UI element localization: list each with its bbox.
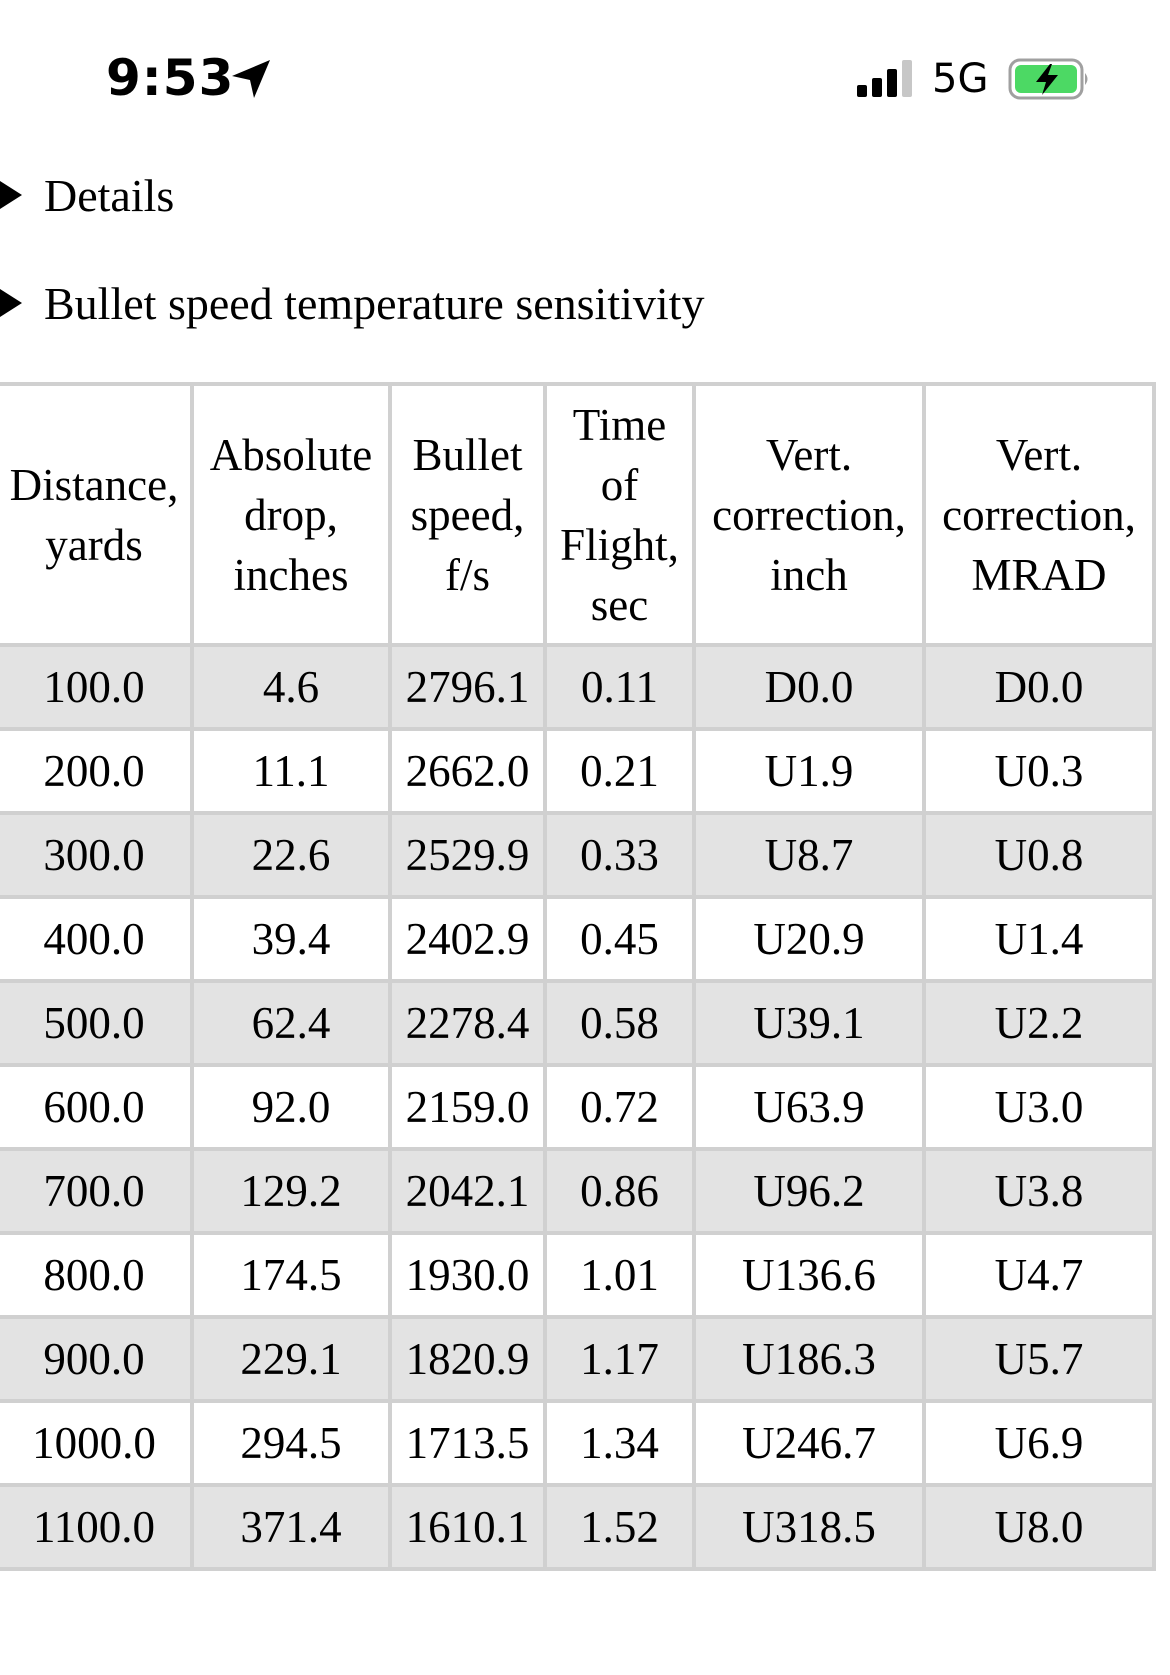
disclosure-triangle-icon: [0, 289, 22, 317]
network-type-label: 5G: [932, 56, 989, 102]
table-row: [0, 815, 1152, 895]
table-cell: 200.0: [0, 731, 190, 811]
location-arrow-icon: [228, 56, 274, 102]
table-cell: 4.6: [194, 647, 388, 727]
table-cell: 62.4: [194, 983, 388, 1063]
table-cell: 1.34: [547, 1403, 692, 1483]
table-cell: 0.58: [547, 983, 692, 1063]
column-header-line: Absolute: [209, 429, 373, 480]
status-time: 9:53: [106, 49, 235, 107]
column-header-line: MRAD: [971, 549, 1107, 600]
column-header-line: Vert.: [765, 429, 853, 480]
table-cell: U63.9: [696, 1067, 922, 1147]
table-cell: 0.11: [547, 647, 692, 727]
table-row: [0, 647, 1152, 727]
table-cell: 229.1: [194, 1319, 388, 1399]
column-header-line: inch: [770, 549, 848, 600]
table-cell: 371.4: [194, 1487, 388, 1567]
table-cell: 700.0: [0, 1151, 190, 1231]
table-cell: 0.72: [547, 1067, 692, 1147]
table-cell: 1.01: [547, 1235, 692, 1315]
column-header-line: correction,: [942, 489, 1136, 540]
column-header: [0, 386, 190, 643]
table-cell: U186.3: [696, 1319, 922, 1399]
table-cell: U3.0: [926, 1067, 1152, 1147]
table-cell: U39.1: [696, 983, 922, 1063]
table-cell: 2402.9: [392, 899, 543, 979]
column-header-line: Vert.: [995, 429, 1083, 480]
table-cell: 2529.9: [392, 815, 543, 895]
table-cell: 174.5: [194, 1235, 388, 1315]
table-row: [0, 1319, 1152, 1399]
table-cell: 1100.0: [0, 1487, 190, 1567]
table-cell: 129.2: [194, 1151, 388, 1231]
disclosure-triangle-icon: [0, 181, 22, 209]
table-body: [0, 647, 1152, 1567]
table-cell: 400.0: [0, 899, 190, 979]
table-cell: 1930.0: [392, 1235, 543, 1315]
table-row: [0, 1067, 1152, 1147]
temperature-sensitivity-disclosure[interactable]: [0, 273, 704, 333]
table-cell: 0.33: [547, 815, 692, 895]
table-cell: 300.0: [0, 815, 190, 895]
table-cell: U3.8: [926, 1151, 1152, 1231]
column-header-line: sec: [590, 579, 649, 630]
table-cell: U136.6: [696, 1235, 922, 1315]
table-cell: 2796.1: [392, 647, 543, 727]
table-cell: 2159.0: [392, 1067, 543, 1147]
column-header: [696, 386, 922, 643]
table-cell: 600.0: [0, 1067, 190, 1147]
table-cell: 2042.1: [392, 1151, 543, 1231]
table-cell: 294.5: [194, 1403, 388, 1483]
table-cell: 0.45: [547, 899, 692, 979]
battery-charging-icon: [1008, 58, 1092, 100]
table-row: [0, 1403, 1152, 1483]
table-row: [0, 1487, 1152, 1567]
table-cell: U8.7: [696, 815, 922, 895]
table-cell: 22.6: [194, 815, 388, 895]
table-row: [0, 1151, 1152, 1231]
table-cell: 39.4: [194, 899, 388, 979]
signal-bars-icon: [855, 58, 915, 98]
table-cell: 0.86: [547, 1151, 692, 1231]
table-cell: 1.52: [547, 1487, 692, 1567]
column-header-line: Bullet: [412, 429, 523, 480]
column-header-line: yards: [45, 519, 143, 570]
table-cell: U96.2: [696, 1151, 922, 1231]
table-cell: 800.0: [0, 1235, 190, 1315]
table-cell: 92.0: [194, 1067, 388, 1147]
table-cell: 500.0: [0, 983, 190, 1063]
table-row: [0, 1235, 1152, 1315]
table-cell: U4.7: [926, 1235, 1152, 1315]
table-cell: U0.8: [926, 815, 1152, 895]
table-cell: 900.0: [0, 1319, 190, 1399]
column-header: [392, 386, 543, 643]
table-cell: 0.21: [547, 731, 692, 811]
table-cell: 1713.5: [392, 1403, 543, 1483]
table-cell: U8.0: [926, 1487, 1152, 1567]
table-cell: U246.7: [696, 1403, 922, 1483]
column-header-line: Flight,: [560, 519, 679, 570]
table-cell: 1820.9: [392, 1319, 543, 1399]
column-header-line: of: [600, 459, 639, 510]
table-cell: 11.1: [194, 731, 388, 811]
column-header-line: correction,: [712, 489, 906, 540]
temperature-sensitivity-disclosure-label: Bullet speed temperature sensitivity: [44, 277, 705, 329]
table-header-row: [0, 386, 1152, 643]
column-header-line: drop,: [244, 489, 338, 540]
details-disclosure-label: Details: [44, 169, 175, 221]
details-disclosure[interactable]: [0, 165, 174, 225]
column-header-line: f/s: [445, 549, 490, 600]
table-cell: U318.5: [696, 1487, 922, 1567]
table-cell: 2278.4: [392, 983, 543, 1063]
table-cell: U20.9: [696, 899, 922, 979]
ballistics-table: [0, 382, 1156, 1571]
table-cell: U5.7: [926, 1319, 1152, 1399]
table-cell: 1610.1: [392, 1487, 543, 1567]
table-cell: D0.0: [926, 647, 1152, 727]
table-cell: U1.9: [696, 731, 922, 811]
status-bar: [0, 0, 1170, 150]
table-cell: U0.3: [926, 731, 1152, 811]
table-cell: 100.0: [0, 647, 190, 727]
table-cell: D0.0: [696, 647, 922, 727]
table-cell: U2.2: [926, 983, 1152, 1063]
table-cell: 1.17: [547, 1319, 692, 1399]
table-row: [0, 899, 1152, 979]
table-cell: U1.4: [926, 899, 1152, 979]
table-cell: U6.9: [926, 1403, 1152, 1483]
column-header: [547, 386, 692, 643]
column-header: [926, 386, 1152, 643]
column-header: [194, 386, 388, 643]
ballistics-table-container: [0, 382, 1156, 1571]
column-header-line: Distance,: [9, 459, 179, 510]
column-header-line: Time: [572, 399, 667, 450]
table-row: [0, 731, 1152, 811]
table-cell: 1000.0: [0, 1403, 190, 1483]
column-header-line: speed,: [410, 489, 525, 540]
table-cell: 2662.0: [392, 731, 543, 811]
column-header-line: inches: [233, 549, 349, 600]
table-row: [0, 983, 1152, 1063]
